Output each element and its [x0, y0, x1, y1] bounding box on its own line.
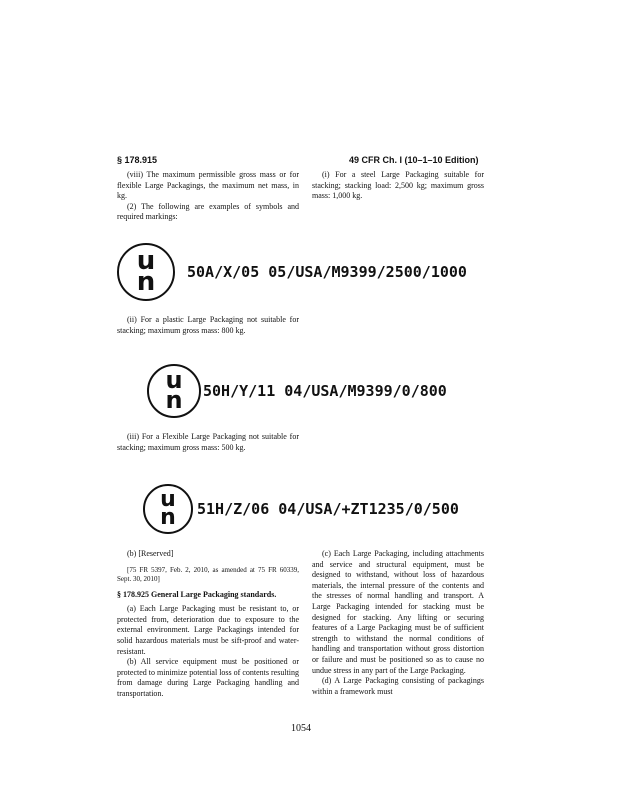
marking-code-1: 50A/X/05 05/USA/M9399/2500/1000 — [187, 263, 467, 281]
paragraph-2: (2) The following are examples of symbols and required markings: — [117, 201, 299, 222]
un-letter-n: n — [165, 386, 183, 414]
section-heading-number: § 178.925 — [117, 589, 149, 599]
un-symbol-icon — [143, 484, 193, 534]
un-letter-u: u — [160, 486, 176, 512]
top-right-column — [312, 170, 484, 202]
example-i-text: (i) For a steel Large Packaging suitable for stacking; stacking load: 2,500 kg; maximum gross mass: 1,000 kg. — [312, 170, 484, 201]
marking-example-1 — [117, 243, 467, 301]
page-number: 1054 — [291, 723, 311, 734]
paragraph-viii: (viii) The maximum permissible gross mass or for flexible Large Packagings, the maximum net mass, in kg. — [117, 170, 299, 201]
marking-example-3 — [143, 484, 459, 534]
section-heading — [117, 590, 299, 601]
bottom-right-column — [312, 549, 484, 697]
bottom-left-column — [117, 549, 299, 700]
un-letter-u: u — [136, 245, 156, 276]
citation: [75 FR 5397, Feb. 2, 2010, as amended at 75 FR 60339, Sept. 30, 2010] — [117, 565, 299, 583]
section-heading-title: General Large Packaging standards. — [151, 589, 277, 599]
running-title-header: 49 CFR Ch. I (10–1–10 Edition) — [349, 155, 479, 165]
paragraph-d: (d) A Large Packaging consisting of packagings within a framework must — [312, 676, 484, 696]
example-iii-block — [117, 432, 299, 453]
paragraph-b: (b) All service equipment must be positioned or protected to minimize potential loss of contents resulting from damage during Large Packaging handling and transportation. — [117, 657, 299, 698]
example-iii-text: (iii) For a Flexible Large Packaging not suitable for stacking; maximum gross mass: 500 kg. — [117, 432, 299, 452]
section-number-header: § 178.915 — [117, 155, 158, 165]
un-letter-n: n — [136, 267, 156, 297]
un-symbol-icon — [147, 364, 201, 418]
marking-code-3: 51H/Z/06 04/USA/+ZT1235/0/500 — [197, 500, 459, 518]
example-ii-text: (ii) For a plastic Large Packaging not suitable for stacking; maximum gross mass: 800 kg. — [117, 315, 299, 335]
marking-example-2 — [147, 364, 447, 418]
un-symbol-icon — [117, 243, 175, 301]
paragraph-a: (a) Each Large Packaging must be resistant to, or protected from, deterioration due to exposure to the external environment. Large Packagings intended for solid hazardous materials must be sift-proof and water-resistant. — [117, 604, 299, 656]
un-letter-u: u — [165, 366, 183, 395]
marking-code-2: 50H/Y/11 04/USA/M9399/0/800 — [203, 382, 447, 400]
paragraph-c: (c) Each Large Packaging, including attachments and service and structural equipment, must be designed to withstand, without loss of hazardous materials, the internal pressure of the contents and the stresses of normal handling and transport. A Large Packaging intended for stacking must be designed for stacking. Any lifting or securing features of a Large Packaging must be of sufficient strength to withstand the normal conditions of handling and transportation without gross distortion or failure and must be positioned so as to cause no undue stress in any part of the Large Packaging. — [312, 549, 484, 675]
reserved-paragraph: (b) [Reserved] — [127, 549, 174, 558]
un-letter-n: n — [160, 505, 176, 530]
top-left-column — [117, 170, 299, 223]
example-ii-block — [117, 315, 299, 336]
